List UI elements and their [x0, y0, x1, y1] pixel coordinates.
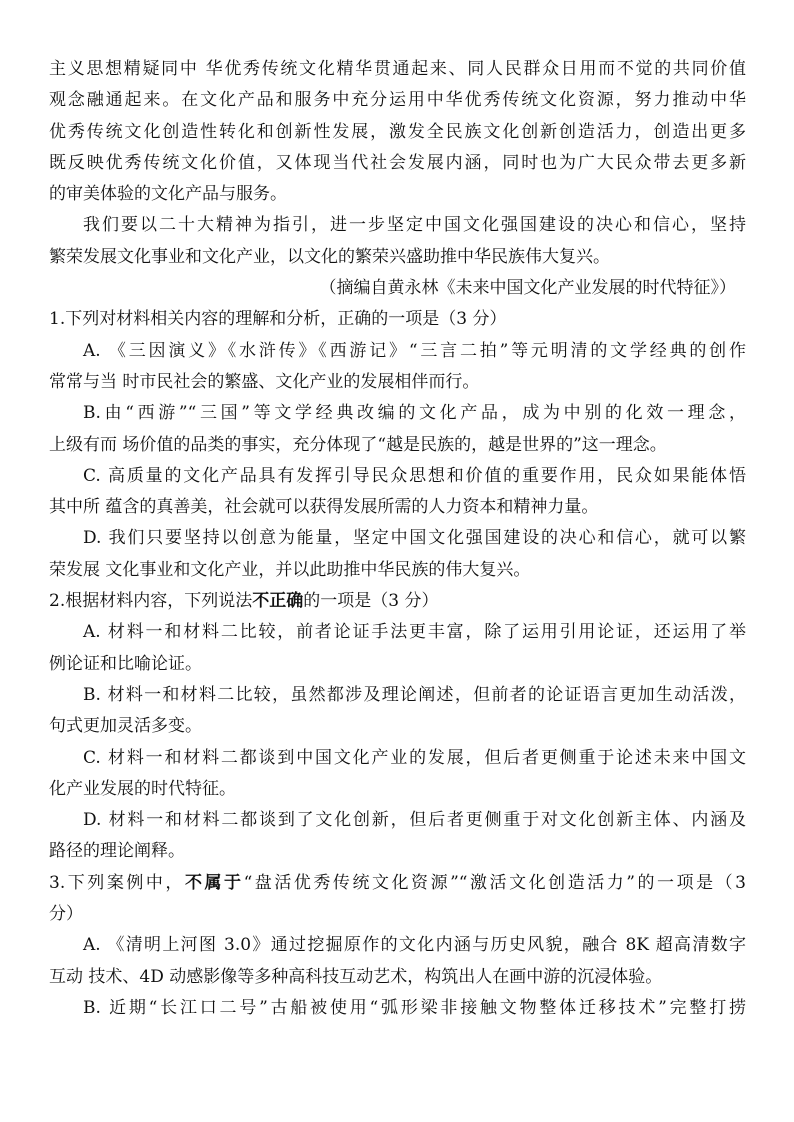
question-3-stem-emphasis: 不属于	[184, 872, 244, 893]
question-2-option-a: A. 材料一和材料二比较，前者论证手法更丰富，除了运用引用论证，还运用了举	[83, 622, 746, 643]
question-2-option-c-cont: 化产业发展的时代特征。	[49, 778, 236, 799]
passage-source: （摘编自黄永林《未来中国文化产业发展的时代特征》）	[319, 278, 736, 299]
question-1-option-a-cont: 常常与当 时市民社会的繁盛、文化产业的发展相伴而行。	[49, 371, 480, 392]
question-3-option-a-cont: 互动 技术、4D 动感影像等多种高科技互动艺术，构筑出人在画中游的沉浸体验。	[49, 966, 663, 987]
question-1-option-c: C. 高质量的文化产品具有发挥引导民众思想和价值的重要作用，民众如果能体悟	[83, 465, 746, 486]
passage-line: 繁荣发展文化事业和文化产业，以文化的繁荣兴盛助推中华民族伟大复兴。	[49, 246, 610, 267]
question-3-stem-pre: 3.下列案例中，	[49, 872, 185, 893]
passage-line: 观念融通起来。在文化产品和服务中充分运用中华优秀传统文化资源，努力推动中华	[49, 90, 746, 111]
question-3-stem-cont: 分）	[49, 904, 83, 925]
question-3-stem	[49, 868, 746, 899]
question-1-stem: 1.下列对材料相关内容的理解和分析，正确的一项是（3 分）	[49, 309, 507, 330]
passage-line: 主义思想精疑同中 华优秀传统文化精华贯通起来、同人民群众日用而不觉的共同价值	[49, 59, 746, 79]
question-2-stem-pre: 2.根据材料内容，下列说法	[49, 591, 253, 612]
question-3-option-a: A. 《清明上河图 3.0》通过挖掘原作的文化内涵与历史风貌，融合 8K 超高清数字	[83, 935, 746, 956]
question-1-option-b-cont: 上级有而 场价值的品类的事实，充分体现了“越是民族的，越是世界的”这一理念。	[49, 434, 667, 455]
question-2-option-c: C. 材料一和材料二都谈到中国文化产业的发展，但后者更侧重于论述未来中国文	[83, 747, 746, 768]
question-1-option-a: A. 《三因演义》《水浒传》《西游记》“三言二拍”等元明清的文学经典的创作	[83, 340, 746, 361]
passage-line: 既反映优秀传统文化价值，又体现当代社会发展内涵，同时也为广大民众带去更多新	[49, 152, 746, 173]
passage-line: 我们要以二十大精神为指引，进一步坚定中国文化强国建设的决心和信心，坚持	[83, 215, 746, 236]
question-2-stem	[49, 586, 746, 617]
question-1-option-d-cont: 荣发展 文化事业和文化产业，并以此助推中华民族的伟大复兴。	[49, 559, 531, 580]
question-2-stem-emphasis: 不正确	[252, 591, 304, 612]
passage-line: 的审美体验的文化产品与服务。	[49, 184, 287, 205]
question-2-option-d: D. 材料一和材料二都谈到了文化创新，但后者更侧重于对文化创新主体、内涵及	[83, 810, 746, 831]
passage-line: 优秀传统文化创造性转化和创新性发展，激发全民族文化创新创造活力，创造出更多	[49, 121, 746, 142]
question-3-option-b: B. 近期“长江口二号”古船被使用“弧形梁非接触文物整体迁移技术”完整打捞	[83, 997, 746, 1018]
question-2-option-d-cont: 路径的理论阐释。	[49, 841, 185, 862]
question-2-option-b: B. 材料一和材料二比较，虽然都涉及理论阐述，但前者的论证语言更加生动活泼，	[83, 684, 746, 705]
question-2-stem-post: 的一项是（3 分）	[303, 591, 439, 612]
question-2-option-b-cont: 句式更加灵活多变。	[49, 716, 202, 737]
question-1-option-d: D. 我们只要坚持以创意为能量，坚定中国文化强国建设的决心和信心，就可以繁	[83, 528, 746, 549]
question-2-option-a-cont: 例论证和比喻论证。	[49, 653, 202, 674]
question-3-stem-post: “盘活优秀传统文化资源”“激活文化创造活力”的一项是（3	[243, 872, 746, 893]
question-1-option-b: B.由“西游”“三国”等文学经典改编的文化产品，成为中别的化效一理念，	[83, 403, 746, 424]
question-1-option-c-cont: 其中所 蕴含的真善美，社会就可以获得发展所需的人力资本和精神力量。	[49, 497, 599, 518]
